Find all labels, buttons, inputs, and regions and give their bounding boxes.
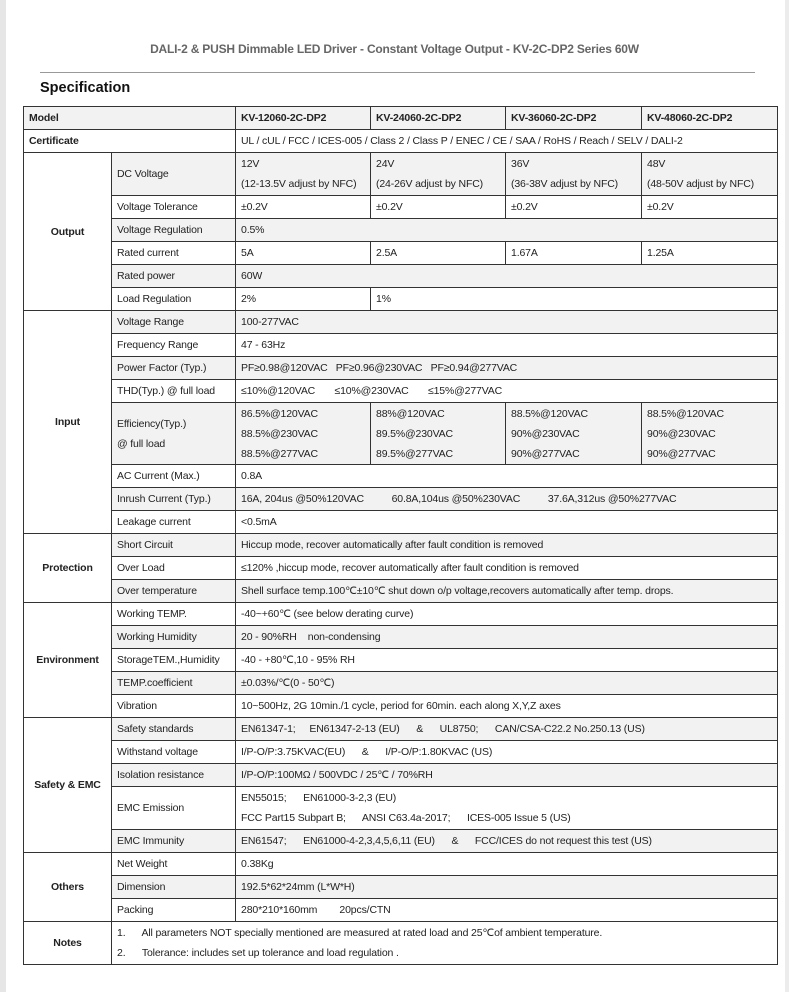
spec-value bbox=[236, 403, 371, 465]
spec-value bbox=[371, 153, 506, 196]
spec-value: 192.5*62*24mm (L*W*H) bbox=[236, 876, 778, 899]
spec-row bbox=[24, 853, 778, 876]
cell-line: (48-50V adjust by NFC) bbox=[647, 178, 754, 190]
cell-line: EN55015; EN61000-3-2,3 (EU) bbox=[241, 792, 397, 804]
spec-value bbox=[371, 403, 506, 465]
cell-line: (36-38V adjust by NFC) bbox=[511, 178, 618, 190]
viewer-left-edge bbox=[0, 0, 6, 992]
spec-label: Working TEMP. bbox=[112, 603, 236, 626]
spec-label: Leakage current bbox=[112, 511, 236, 534]
spec-value: 1% bbox=[371, 288, 778, 311]
spec-value: ±0.2V bbox=[642, 196, 778, 219]
spec-label: Dimension bbox=[112, 876, 236, 899]
spec-row bbox=[24, 534, 778, 557]
cell-line: 89.5%@277VAC bbox=[376, 447, 453, 460]
spec-label: Isolation resistance bbox=[112, 764, 236, 787]
spec-label: Over temperature bbox=[112, 580, 236, 603]
spec-label: Inrush Current (Typ.) bbox=[112, 488, 236, 511]
spec-label: AC Current (Max.) bbox=[112, 465, 236, 488]
spec-label: Load Regulation bbox=[112, 288, 236, 311]
model-name: KV-12060-2C-DP2 bbox=[236, 107, 371, 130]
spec-row bbox=[24, 465, 778, 488]
notes-row bbox=[24, 922, 778, 965]
spec-label: Short Circuit bbox=[112, 534, 236, 557]
cell-line: FCC Part15 Subpart B; ANSI C63.4a-2017; ICES-005 Issue 5 (US) bbox=[241, 812, 571, 824]
cell-line: 88.5%@230VAC bbox=[241, 427, 318, 440]
spec-value: 60W bbox=[236, 265, 778, 288]
cell-line: 36V bbox=[511, 158, 530, 170]
spec-row bbox=[24, 511, 778, 534]
spec-row bbox=[24, 718, 778, 741]
spec-value: 0.5% bbox=[236, 219, 778, 242]
spec-label: Vibration bbox=[112, 695, 236, 718]
spec-label: THD(Typ.) @ full load bbox=[112, 380, 236, 403]
spec-value: I/P-O/P:3.75KVAC(EU) & I/P-O/P:1.80KVAC (US) bbox=[236, 741, 778, 764]
spec-row bbox=[24, 695, 778, 718]
spec-value bbox=[236, 787, 778, 830]
section-label: Output bbox=[24, 153, 112, 311]
spec-row bbox=[24, 876, 778, 899]
spec-value: I/P-O/P:100MΩ / 500VDC / 25℃ / 70%RH bbox=[236, 764, 778, 787]
spec-label: Voltage Regulation bbox=[112, 219, 236, 242]
spec-row bbox=[24, 153, 778, 196]
spec-value: 1.67A bbox=[506, 242, 642, 265]
spec-row bbox=[24, 626, 778, 649]
spec-row bbox=[24, 830, 778, 853]
spec-value bbox=[506, 403, 642, 465]
cell-line: 90%@230VAC bbox=[511, 427, 580, 440]
spec-row bbox=[24, 219, 778, 242]
spec-value: 1.25A bbox=[642, 242, 778, 265]
cell-line: 48V bbox=[647, 158, 666, 170]
spec-row bbox=[24, 649, 778, 672]
spec-row bbox=[24, 488, 778, 511]
spec-label: Rated power bbox=[112, 265, 236, 288]
spec-value: ±0.2V bbox=[506, 196, 642, 219]
table-header-row bbox=[24, 107, 778, 130]
spec-value: EN61347-1; EN61347-2-13 (EU) & UL8750; CAN/CSA-C22.2 No.250.13 (US) bbox=[236, 718, 778, 741]
spec-value: 5A bbox=[236, 242, 371, 265]
spec-value: 2% bbox=[236, 288, 371, 311]
spec-row bbox=[24, 242, 778, 265]
viewer-scrollbar[interactable] bbox=[785, 0, 789, 992]
spec-value bbox=[642, 153, 778, 196]
spec-value: 100-277VAC bbox=[236, 311, 778, 334]
cell-line: 88.5%@277VAC bbox=[241, 447, 318, 460]
spec-row bbox=[24, 311, 778, 334]
spec-label: EMC Immunity bbox=[112, 830, 236, 853]
certificate-row bbox=[24, 130, 778, 153]
model-label: Model bbox=[24, 107, 236, 130]
model-name: KV-24060-2C-DP2 bbox=[371, 107, 506, 130]
cell-line: (24-26V adjust by NFC) bbox=[376, 178, 483, 190]
spec-value: -40 - +80℃,10 - 95% RH bbox=[236, 649, 778, 672]
cell-line: 90%@277VAC bbox=[511, 447, 580, 460]
section-label: Protection bbox=[24, 534, 112, 603]
spec-row bbox=[24, 357, 778, 380]
spec-value: 20 - 90%RH non-condensing bbox=[236, 626, 778, 649]
spec-row bbox=[24, 580, 778, 603]
certificate-label: Certificate bbox=[24, 130, 236, 153]
cell-line: 12V bbox=[241, 158, 260, 170]
spec-row bbox=[24, 265, 778, 288]
spec-label: Net Weight bbox=[112, 853, 236, 876]
spec-value: 0.8A bbox=[236, 465, 778, 488]
spec-row bbox=[24, 403, 778, 465]
spec-value: <0.5mA bbox=[236, 511, 778, 534]
model-name: KV-36060-2C-DP2 bbox=[506, 107, 642, 130]
spec-label: DC Voltage bbox=[112, 153, 236, 196]
spec-value: ≤120% ,hiccup mode, recover automatically after fault condition is removed bbox=[236, 557, 778, 580]
spec-row bbox=[24, 288, 778, 311]
spec-value: Hiccup mode, recover automatically after fault condition is removed bbox=[236, 534, 778, 557]
spec-row bbox=[24, 787, 778, 830]
cell-line: @ full load bbox=[117, 437, 166, 450]
spec-label: StorageTEM.,Humidity bbox=[112, 649, 236, 672]
cell-line: 90%@230VAC bbox=[647, 427, 716, 440]
spec-label: Safety standards bbox=[112, 718, 236, 741]
cell-line: 88.5%@120VAC bbox=[647, 407, 724, 420]
spec-value: ±0.2V bbox=[371, 196, 506, 219]
header-divider bbox=[40, 72, 755, 73]
cell-line: 89.5%@230VAC bbox=[376, 427, 453, 440]
spec-value bbox=[506, 153, 642, 196]
spec-label: Power Factor (Typ.) bbox=[112, 357, 236, 380]
section-heading: Specification bbox=[40, 80, 131, 96]
spec-row bbox=[24, 764, 778, 787]
spec-row bbox=[24, 380, 778, 403]
spec-row bbox=[24, 741, 778, 764]
section-label: Others bbox=[24, 853, 112, 922]
spec-label: Withstand voltage bbox=[112, 741, 236, 764]
cell-line: Efficiency(Typ.) bbox=[117, 417, 187, 430]
spec-value: 47 - 63Hz bbox=[236, 334, 778, 357]
spec-value bbox=[642, 403, 778, 465]
spec-table bbox=[23, 106, 778, 965]
spec-value: 0.38Kg bbox=[236, 853, 778, 876]
spec-value: 10~500Hz, 2G 10min./1 cycle, period for 60min. each along X,Y,Z axes bbox=[236, 695, 778, 718]
spec-value: 2.5A bbox=[371, 242, 506, 265]
cell-line: 24V bbox=[376, 158, 395, 170]
section-label: Input bbox=[24, 311, 112, 534]
notes-label: Notes bbox=[24, 922, 112, 965]
cell-line: 90%@277VAC bbox=[647, 447, 716, 460]
spec-row bbox=[24, 557, 778, 580]
spec-label: Over Load bbox=[112, 557, 236, 580]
spec-label: Rated current bbox=[112, 242, 236, 265]
spec-label: Packing bbox=[112, 899, 236, 922]
spec-label: TEMP.coefficient bbox=[112, 672, 236, 695]
certificate-value: UL / cUL / FCC / ICES-005 / Class 2 / Class P / ENEC / CE / SAA / RoHS / Reach / SELV / DALI-2 bbox=[236, 130, 778, 153]
spec-value: PF≥0.98@120VAC PF≥0.96@230VAC PF≥0.94@277VAC bbox=[236, 357, 778, 380]
spec-label: EMC Emission bbox=[112, 787, 236, 830]
spec-value: 280*210*160mm 20pcs/CTN bbox=[236, 899, 778, 922]
cell-line: 86.5%@120VAC bbox=[241, 407, 318, 420]
document-title: DALI-2 & PUSH Dimmable LED Driver - Constant Voltage Output - KV-2C-DP2 Series 60W bbox=[150, 42, 639, 56]
spec-value: ≤10%@120VAC ≤10%@230VAC ≤15%@277VAC bbox=[236, 380, 778, 403]
spec-row bbox=[24, 334, 778, 357]
section-label: Environment bbox=[24, 603, 112, 718]
spec-value: Shell surface temp.100℃±10℃ shut down o/p voltage,recovers automatically after temp. drops. bbox=[236, 580, 778, 603]
cell-line: 88.5%@120VAC bbox=[511, 407, 588, 420]
cell-line: 2. Tolerance: includes set up tolerance and load regulation . bbox=[117, 947, 399, 959]
notes-content bbox=[112, 922, 778, 965]
spec-value: 16A, 204us @50%120VAC 60.8A,104us @50%230VAC 37.6A,312us @50%277VAC bbox=[236, 488, 778, 511]
spec-row bbox=[24, 196, 778, 219]
model-name: KV-48060-2C-DP2 bbox=[642, 107, 778, 130]
cell-line: (12-13.5V adjust by NFC) bbox=[241, 178, 357, 190]
cell-line: 1. All parameters NOT specially mentioned are measured at rated load and 25℃of ambient temperature. bbox=[117, 927, 603, 939]
spec-label bbox=[112, 403, 236, 465]
spec-row bbox=[24, 603, 778, 626]
spec-label: Voltage Range bbox=[112, 311, 236, 334]
spec-label: Frequency Range bbox=[112, 334, 236, 357]
spec-value: ±0.03%/℃(0 - 50℃) bbox=[236, 672, 778, 695]
spec-label: Voltage Tolerance bbox=[112, 196, 236, 219]
spec-value: EN61547; EN61000-4-2,3,4,5,6,11 (EU) & FCC/ICES do not request this test (US) bbox=[236, 830, 778, 853]
spec-label: Working Humidity bbox=[112, 626, 236, 649]
spec-value: -40~+60℃ (see below derating curve) bbox=[236, 603, 778, 626]
spec-value: ±0.2V bbox=[236, 196, 371, 219]
section-label: Safety & EMC bbox=[24, 718, 112, 853]
cell-line: 88%@120VAC bbox=[376, 407, 445, 420]
spec-value bbox=[236, 153, 371, 196]
spec-row bbox=[24, 672, 778, 695]
spec-row bbox=[24, 899, 778, 922]
